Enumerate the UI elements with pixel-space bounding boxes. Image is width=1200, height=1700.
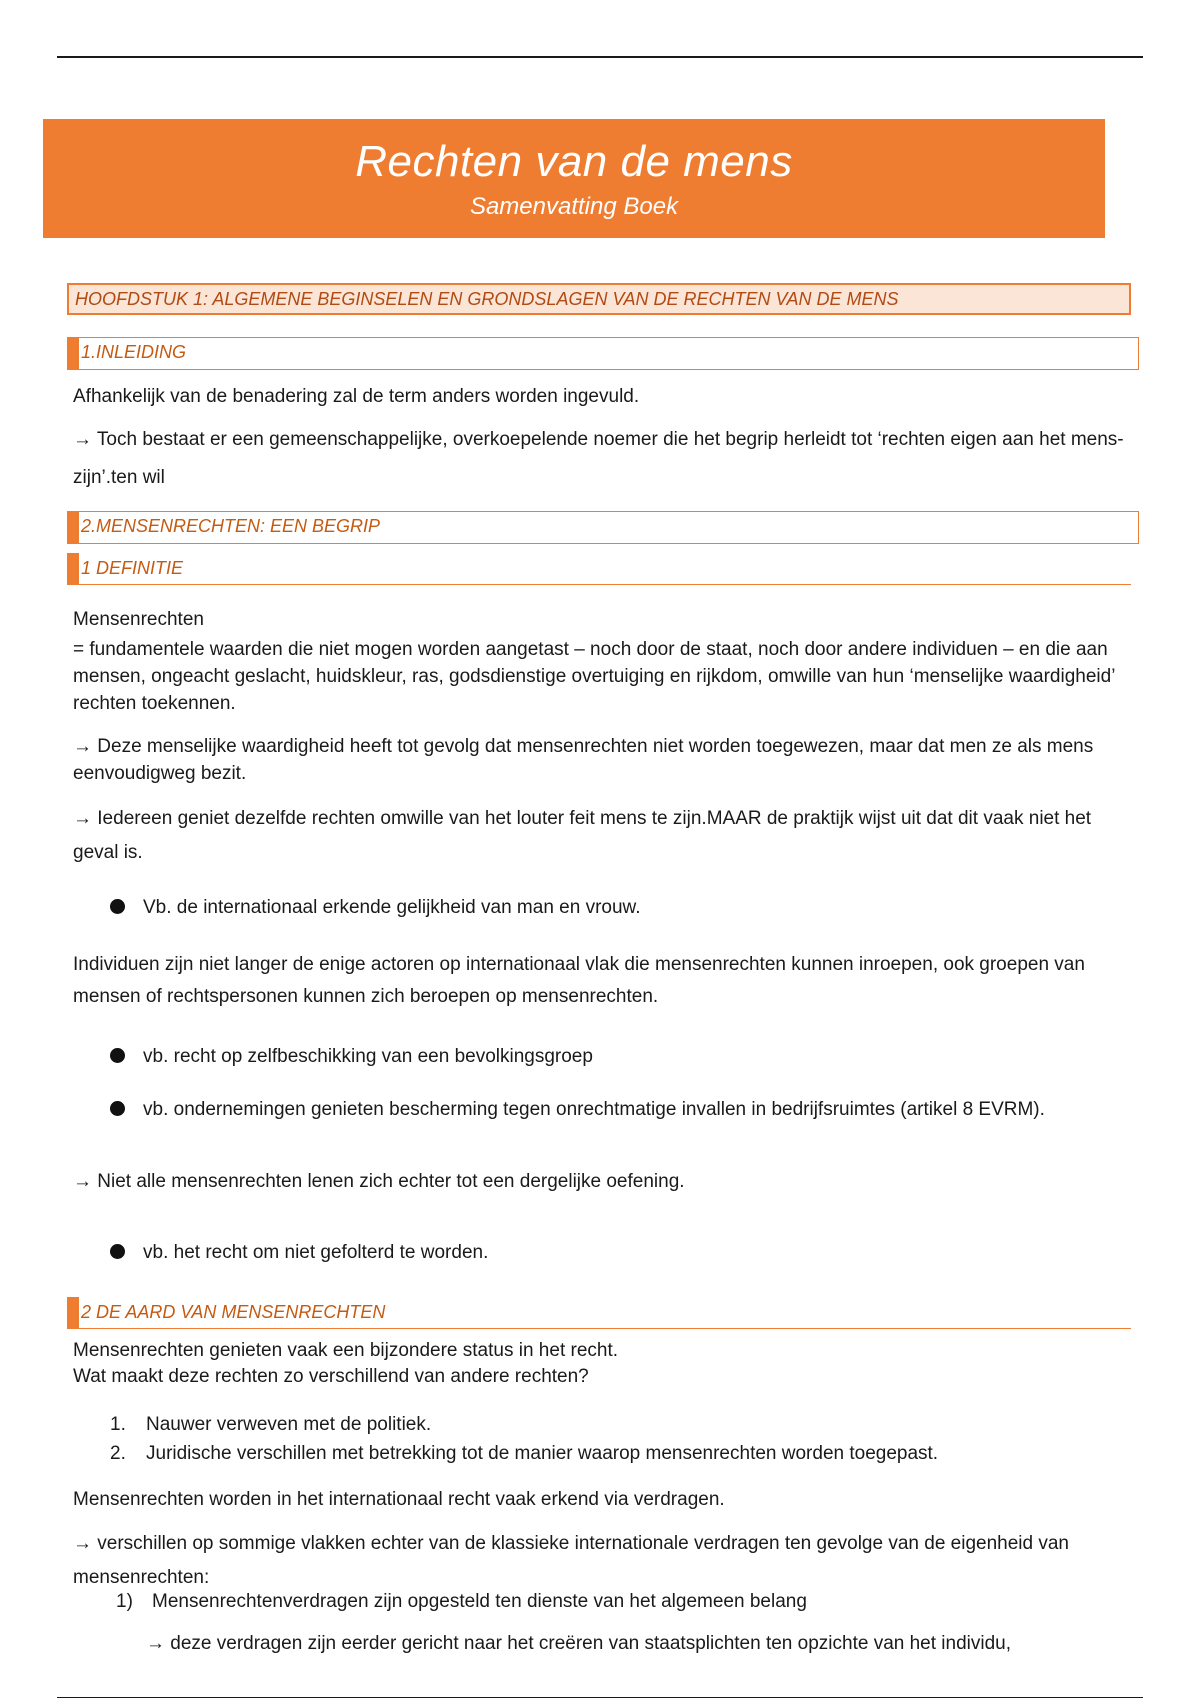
paragraph: → Deze menselijke waardigheid heeft tot gevolg dat mensenrechten niet worden toegewezen, maar dat men ze als mens eenvoudigweg bezit. <box>73 736 1094 784</box>
section-heading-begrip: 2.MENSENRECHTEN: EEN BEGRIP <box>67 511 1139 544</box>
document-title: Rechten van de mens <box>355 137 793 186</box>
paragraph: Mensenrechten worden in het internationaal recht vaak erkend via verdragen. <box>73 1489 725 1510</box>
paragraph: Wat maakt deze rechten zo verschillend van andere rechten? <box>73 1366 589 1387</box>
paragraph: → Niet alle mensenrechten lenen zich echter tot een dergelijke oefening. <box>73 1171 685 1192</box>
bottom-rule <box>57 1697 1143 1698</box>
bullet-icon <box>110 1101 125 1116</box>
bullet-icon <box>110 899 125 914</box>
bullet-icon <box>110 1244 125 1259</box>
paragraph: → Iedereen geniet dezelfde rechten omwille van het louter feit mens te zijn.MAAR de praktijk wijst uit dat dit vaak niet het geval is. <box>73 808 1092 863</box>
definition: = fundamentele waarden die niet mogen worden aangetast – noch door de staat, noch door andere individuen – en die aan mensen, ongeacht geslacht, huidskleur, ras, godsdienstige overtuiging en rijkdom, omwille van hun ‘menselijke waardigheid’ rechten toekennen. <box>73 639 1115 714</box>
paragraph: → Toch bestaat er een gemeenschappelijke, overkoepelende noemer die het begrip herleidt tot ‘rechten eigen aan het mens-zijn’.ten wil <box>73 429 1124 488</box>
subsection-heading-aard: 2 DE AARD VAN MENSENRECHTEN <box>67 1297 1131 1329</box>
paragraph: Individuen zijn niet langer de enige actoren op internationaal vlak die mensenrechten kunnen inroepen, ook groepen van mensen of rechtspersonen kunnen zich beroepen op mensenrechten. <box>73 954 1085 1007</box>
numbered-item: 1. Nauwer verweven met de politiek. <box>110 1414 432 1435</box>
numbered-item: 2. Juridische verschillen met betrekking tot de manier waarop mensenrechten worden toegepast. <box>110 1443 939 1464</box>
sub-item: → deze verdragen zijn eerder gericht naar het creëren van staatsplichten ten opzichte van het individu, <box>146 1633 1012 1654</box>
numbered-item: 1) Mensenrechtenverdragen zijn opgesteld ten dienste van het algemeen belang <box>116 1591 807 1612</box>
paragraph: Afhankelijk van de benadering zal de term anders worden ingevuld. <box>73 386 640 407</box>
list-item: vb. recht op zelfbeschikking van een bevolkingsgroep <box>110 1043 593 1070</box>
top-rule <box>57 56 1143 58</box>
paragraph: → verschillen op sommige vlakken echter van de klassieke internationale verdragen ten gevolge van de eigenheid van mensenrechten: <box>73 1533 1069 1588</box>
chapter-heading: HOOFDSTUK 1: ALGEMENE BEGINSELEN EN GRONDSLAGEN VAN DE RECHTEN VAN DE MENS <box>67 283 1131 315</box>
list-item: vb. het recht om niet gefolterd te worden. <box>110 1239 488 1266</box>
document-subtitle: Samenvatting Boek <box>469 193 679 220</box>
title-banner <box>43 119 1105 238</box>
bullet-icon <box>110 1048 125 1063</box>
section-heading-inleiding: 1.INLEIDING <box>67 337 1139 370</box>
list-item: Vb. de internationaal erkende gelijkheid van man en vrouw. <box>110 894 641 921</box>
paragraph: Mensenrechten genieten vaak een bijzondere status in het recht. <box>73 1340 619 1361</box>
term: Mensenrechten <box>73 609 204 630</box>
subsection-heading-definitie: 1 DEFINITIE <box>67 553 1131 585</box>
list-item: vb. ondernemingen genieten bescherming tegen onrechtmatige invallen in bedrijfsruimtes (artikel 8 EVRM). <box>110 1096 1045 1123</box>
